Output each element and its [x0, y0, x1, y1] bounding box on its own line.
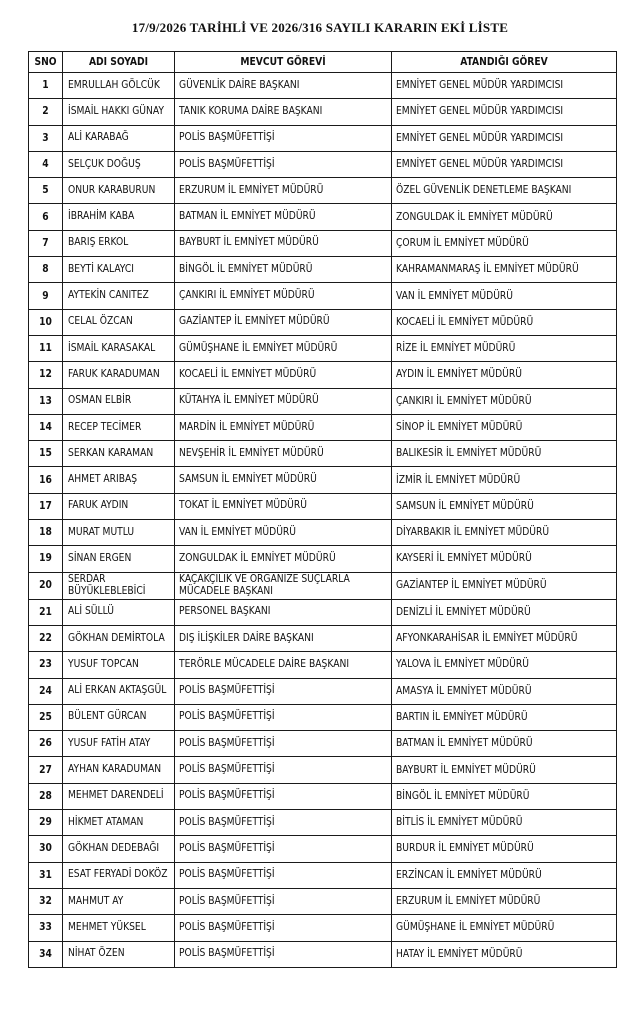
row-sno: 31 — [29, 862, 63, 888]
table-row — [29, 388, 617, 414]
row-assigned-position: AYDIN İL EMNİYET MÜDÜRÜ — [392, 362, 617, 388]
row-assigned-position: ZONGULDAK İL EMNİYET MÜDÜRÜ — [392, 204, 617, 230]
row-sno: 29 — [29, 810, 63, 836]
row-name: GÖKHAN DEDEBAĞI — [63, 836, 175, 862]
table-row — [29, 178, 617, 204]
row-name: BEYTİ KALAYCI — [63, 257, 175, 283]
row-current-position: MARDİN İL EMNİYET MÜDÜRÜ — [175, 414, 392, 440]
table-row — [29, 625, 617, 651]
row-assigned-position: EMNİYET GENEL MÜDÜR YARDIMCISI — [392, 151, 617, 177]
table-row — [29, 467, 617, 493]
row-current-position: KÜTAHYA İL EMNİYET MÜDÜRÜ — [175, 388, 392, 414]
table-row — [29, 757, 617, 783]
row-current-position: TERÖRLE MÜCADELE DAİRE BAŞKANI — [175, 652, 392, 678]
row-name: BÜLENT GÜRCAN — [63, 704, 175, 730]
row-sno: 33 — [29, 915, 63, 941]
row-name: İSMAİL KARASAKAL — [63, 335, 175, 361]
row-sno: 24 — [29, 678, 63, 704]
row-sno: 15 — [29, 441, 63, 467]
row-current-position: GÜMÜŞHANE İL EMNİYET MÜDÜRÜ — [175, 335, 392, 361]
row-current-position: ERZURUM İL EMNİYET MÜDÜRÜ — [175, 178, 392, 204]
row-sno: 8 — [29, 257, 63, 283]
row-sno: 34 — [29, 941, 63, 967]
table-row — [29, 99, 617, 125]
table-row — [29, 362, 617, 388]
row-current-position: POLİS BAŞMÜFETTİŞİ — [175, 810, 392, 836]
table-row — [29, 731, 617, 757]
header-sno: SNO — [29, 52, 63, 73]
row-current-position: POLİS BAŞMÜFETTİŞİ — [175, 704, 392, 730]
row-name: RECEP TECİMER — [63, 414, 175, 440]
row-assigned-position: GAZİANTEP İL EMNİYET MÜDÜRÜ — [392, 572, 617, 599]
row-name: EMRULLAH GÖLCÜK — [63, 73, 175, 99]
row-current-position: ÇANKIRI İL EMNİYET MÜDÜRÜ — [175, 283, 392, 309]
table-row — [29, 493, 617, 519]
row-name: AHMET ARIBAŞ — [63, 467, 175, 493]
row-sno: 22 — [29, 625, 63, 651]
row-current-position: POLİS BAŞMÜFETTİŞİ — [175, 783, 392, 809]
row-sno: 4 — [29, 151, 63, 177]
row-current-position: POLİS BAŞMÜFETTİŞİ — [175, 151, 392, 177]
table-row — [29, 73, 617, 99]
table-row — [29, 652, 617, 678]
row-name: ALİ ERKAN AKTAŞGÜL — [63, 678, 175, 704]
table-row — [29, 810, 617, 836]
row-sno: 10 — [29, 309, 63, 335]
table-row — [29, 836, 617, 862]
header-assigned-position: ATANDIĞI GÖREV — [392, 52, 617, 73]
row-sno: 23 — [29, 652, 63, 678]
row-current-position: POLİS BAŞMÜFETTİŞİ — [175, 915, 392, 941]
row-assigned-position: YALOVA İL EMNİYET MÜDÜRÜ — [392, 652, 617, 678]
table-row — [29, 546, 617, 572]
row-sno: 2 — [29, 99, 63, 125]
row-sno: 32 — [29, 888, 63, 914]
row-name: FARUK KARADUMAN — [63, 362, 175, 388]
row-assigned-position: RİZE İL EMNİYET MÜDÜRÜ — [392, 335, 617, 361]
row-name: MAHMUT AY — [63, 888, 175, 914]
row-name: MURAT MUTLU — [63, 520, 175, 546]
row-assigned-position: BAYBURT İL EMNİYET MÜDÜRÜ — [392, 757, 617, 783]
row-current-position: BAYBURT İL EMNİYET MÜDÜRÜ — [175, 230, 392, 256]
table-row — [29, 125, 617, 151]
row-current-position: PERSONEL BAŞKANI — [175, 599, 392, 625]
row-name: FARUK AYDIN — [63, 493, 175, 519]
table-row — [29, 257, 617, 283]
row-name: AYHAN KARADUMAN — [63, 757, 175, 783]
row-assigned-position: AFYONKARAHİSAR İL EMNİYET MÜDÜRÜ — [392, 625, 617, 651]
row-name: ALİ KARABAĞ — [63, 125, 175, 151]
row-current-position: TANIK KORUMA DAİRE BAŞKANI — [175, 99, 392, 125]
row-current-position: POLİS BAŞMÜFETTİŞİ — [175, 836, 392, 862]
table-row — [29, 941, 617, 967]
row-current-position: POLİS BAŞMÜFETTİŞİ — [175, 941, 392, 967]
row-name: SİNAN ERGEN — [63, 546, 175, 572]
row-sno: 28 — [29, 783, 63, 809]
row-sno: 30 — [29, 836, 63, 862]
table-row — [29, 599, 617, 625]
row-name: SELÇUK DOĞUŞ — [63, 151, 175, 177]
row-name: BARIŞ ERKOL — [63, 230, 175, 256]
row-assigned-position: KAYSERİ İL EMNİYET MÜDÜRÜ — [392, 546, 617, 572]
row-name: NİHAT ÖZEN — [63, 941, 175, 967]
row-current-position: VAN İL EMNİYET MÜDÜRÜ — [175, 520, 392, 546]
row-assigned-position: SAMSUN İL EMNİYET MÜDÜRÜ — [392, 493, 617, 519]
row-name: AYTEKİN CANITEZ — [63, 283, 175, 309]
row-sno: 12 — [29, 362, 63, 388]
table-row — [29, 335, 617, 361]
row-assigned-position: ÇANKIRI İL EMNİYET MÜDÜRÜ — [392, 388, 617, 414]
row-assigned-position: ÇORUM İL EMNİYET MÜDÜRÜ — [392, 230, 617, 256]
row-name: YUSUF FATİH ATAY — [63, 731, 175, 757]
row-name: İSMAİL HAKKI GÜNAY — [63, 99, 175, 125]
row-assigned-position: HATAY İL EMNİYET MÜDÜRÜ — [392, 941, 617, 967]
row-sno: 17 — [29, 493, 63, 519]
table-row — [29, 230, 617, 256]
row-sno: 18 — [29, 520, 63, 546]
row-assigned-position: BARTIN İL EMNİYET MÜDÜRÜ — [392, 704, 617, 730]
row-assigned-position: KAHRAMANMARAŞ İL EMNİYET MÜDÜRÜ — [392, 257, 617, 283]
header-name: ADI SOYADI — [63, 52, 175, 73]
row-assigned-position: DENİZLİ İL EMNİYET MÜDÜRÜ — [392, 599, 617, 625]
row-sno: 6 — [29, 204, 63, 230]
table-row — [29, 520, 617, 546]
row-name: İBRAHİM KABA — [63, 204, 175, 230]
row-current-position: POLİS BAŞMÜFETTİŞİ — [175, 678, 392, 704]
table-row — [29, 704, 617, 730]
row-sno: 14 — [29, 414, 63, 440]
row-name: ONUR KARABURUN — [63, 178, 175, 204]
row-assigned-position: ERZİNCAN İL EMNİYET MÜDÜRÜ — [392, 862, 617, 888]
row-current-position: TOKAT İL EMNİYET MÜDÜRÜ — [175, 493, 392, 519]
table-row — [29, 204, 617, 230]
row-assigned-position: BATMAN İL EMNİYET MÜDÜRÜ — [392, 731, 617, 757]
row-assigned-position: GÜMÜŞHANE İL EMNİYET MÜDÜRÜ — [392, 915, 617, 941]
row-current-position: GÜVENLİK DAİRE BAŞKANI — [175, 73, 392, 99]
row-current-position: POLİS BAŞMÜFETTİŞİ — [175, 731, 392, 757]
row-sno: 5 — [29, 178, 63, 204]
row-current-position: KOCAELİ İL EMNİYET MÜDÜRÜ — [175, 362, 392, 388]
table-row — [29, 888, 617, 914]
row-current-position: BATMAN İL EMNİYET MÜDÜRÜ — [175, 204, 392, 230]
row-current-position: NEVŞEHİR İL EMNİYET MÜDÜRÜ — [175, 441, 392, 467]
table-row — [29, 572, 617, 599]
row-assigned-position: DİYARBAKIR İL EMNİYET MÜDÜRÜ — [392, 520, 617, 546]
row-assigned-position: ÖZEL GÜVENLİK DENETLEME BAŞKANI — [392, 178, 617, 204]
row-sno: 20 — [29, 572, 63, 599]
row-sno: 11 — [29, 335, 63, 361]
row-assigned-position: EMNİYET GENEL MÜDÜR YARDIMCISI — [392, 125, 617, 151]
row-sno: 7 — [29, 230, 63, 256]
row-name: GÖKHAN DEMİRTOLA — [63, 625, 175, 651]
row-assigned-position: KOCAELİ İL EMNİYET MÜDÜRÜ — [392, 309, 617, 335]
row-name: HİKMET ATAMAN — [63, 810, 175, 836]
row-current-position: KAÇAKÇILIK VE ORGANİZE SUÇLARLA MÜCADELE BAŞKANI — [175, 572, 392, 599]
row-current-position: BİNGÖL İL EMNİYET MÜDÜRÜ — [175, 257, 392, 283]
header-current-position: MEVCUT GÖREVİ — [175, 52, 392, 73]
row-name: SERDAR BÜYÜKLEBLEBİCİ — [63, 572, 175, 599]
row-assigned-position: BURDUR İL EMNİYET MÜDÜRÜ — [392, 836, 617, 862]
row-name: MEHMET YÜKSEL — [63, 915, 175, 941]
table-row — [29, 151, 617, 177]
row-sno: 27 — [29, 757, 63, 783]
row-sno: 9 — [29, 283, 63, 309]
row-assigned-position: EMNİYET GENEL MÜDÜR YARDIMCISI — [392, 73, 617, 99]
row-current-position: GAZİANTEP İL EMNİYET MÜDÜRÜ — [175, 309, 392, 335]
appointment-table — [28, 51, 617, 968]
row-assigned-position: BİNGÖL İL EMNİYET MÜDÜRÜ — [392, 783, 617, 809]
table-row — [29, 441, 617, 467]
row-assigned-position: ERZURUM İL EMNİYET MÜDÜRÜ — [392, 888, 617, 914]
row-current-position: DIŞ İLİŞKİLER DAİRE BAŞKANI — [175, 625, 392, 651]
table-row — [29, 414, 617, 440]
row-current-position: ZONGULDAK İL EMNİYET MÜDÜRÜ — [175, 546, 392, 572]
table-row — [29, 309, 617, 335]
row-name: ESAT FERYADİ DOKÖZ — [63, 862, 175, 888]
table-row — [29, 915, 617, 941]
table-row — [29, 783, 617, 809]
row-name: OSMAN ELBİR — [63, 388, 175, 414]
row-assigned-position: VAN İL EMNİYET MÜDÜRÜ — [392, 283, 617, 309]
row-name: CELAL ÖZCAN — [63, 309, 175, 335]
row-name: SERKAN KARAMAN — [63, 441, 175, 467]
row-sno: 26 — [29, 731, 63, 757]
row-assigned-position: BALIKESİR İL EMNİYET MÜDÜRÜ — [392, 441, 617, 467]
table-body — [29, 73, 617, 968]
document-title: 17/9/2026 TARİHLİ VE 2026/316 SAYILI KARARIN EKİ LİSTE — [131, 20, 509, 35]
row-assigned-position: EMNİYET GENEL MÜDÜR YARDIMCISI — [392, 99, 617, 125]
row-sno: 13 — [29, 388, 63, 414]
table-header-row — [29, 52, 617, 73]
row-sno: 16 — [29, 467, 63, 493]
row-current-position: SAMSUN İL EMNİYET MÜDÜRÜ — [175, 467, 392, 493]
row-assigned-position: İZMİR İL EMNİYET MÜDÜRÜ — [392, 467, 617, 493]
row-name: MEHMET DARENDELİ — [63, 783, 175, 809]
row-current-position: POLİS BAŞMÜFETTİŞİ — [175, 757, 392, 783]
row-name: YUSUF TOPCAN — [63, 652, 175, 678]
row-assigned-position: BİTLİS İL EMNİYET MÜDÜRÜ — [392, 810, 617, 836]
row-sno: 25 — [29, 704, 63, 730]
row-assigned-position: SİNOP İL EMNİYET MÜDÜRÜ — [392, 414, 617, 440]
row-current-position: POLİS BAŞMÜFETTİŞİ — [175, 888, 392, 914]
row-sno: 19 — [29, 546, 63, 572]
table-row — [29, 862, 617, 888]
row-current-position: POLİS BAŞMÜFETTİŞİ — [175, 862, 392, 888]
row-assigned-position: AMASYA İL EMNİYET MÜDÜRÜ — [392, 678, 617, 704]
table-row — [29, 678, 617, 704]
row-sno: 21 — [29, 599, 63, 625]
row-name: ALİ SÜLLÜ — [63, 599, 175, 625]
row-sno: 1 — [29, 73, 63, 99]
row-sno: 3 — [29, 125, 63, 151]
row-current-position: POLİS BAŞMÜFETTİŞİ — [175, 125, 392, 151]
table-row — [29, 283, 617, 309]
